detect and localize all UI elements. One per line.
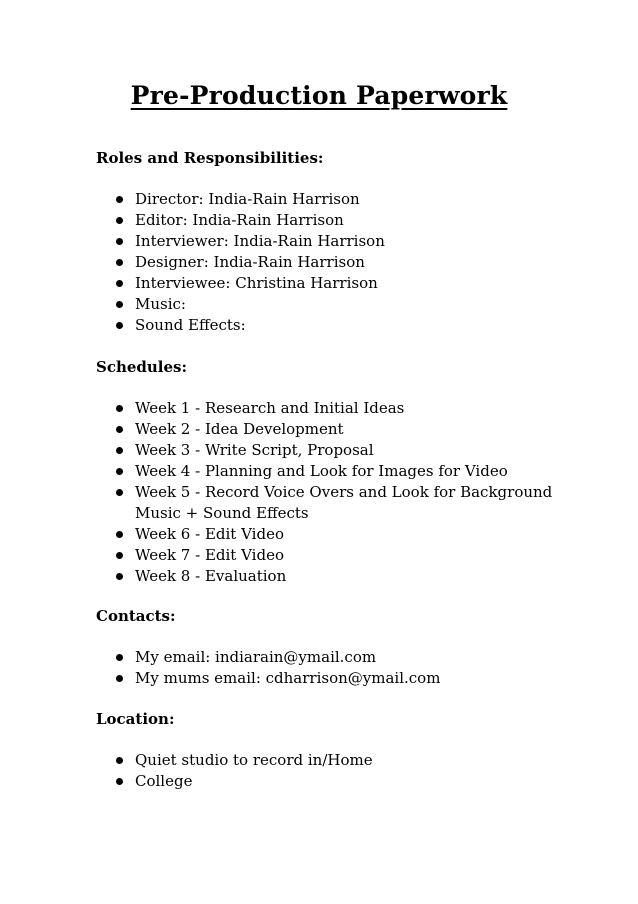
contacts-list [96,647,566,689]
schedules-heading: Schedules: [96,358,188,376]
list-item [96,647,566,668]
roles-list [96,189,566,336]
contacts-section [96,606,566,689]
list-item [96,750,566,771]
list-item-text: Week 6 - Edit Video [135,525,284,543]
contacts-heading: Contacts: [96,607,176,625]
list-item-text: My email: indiarain@ymail.com [135,648,377,666]
list-item-text: Editor: India-Rain Harrison [135,211,344,229]
schedules-section [96,357,566,587]
list-item-text: Week 3 - Write Script, Proposal [135,441,374,459]
list-item [96,189,566,210]
list-item [96,771,566,792]
list-item [96,482,566,524]
list-item-text: Week 5 - Record Voice Overs and Look for Background Music + Sound Effects [135,483,553,522]
list-item [96,545,566,566]
list-item [96,398,566,419]
location-heading: Location: [96,710,175,728]
list-item-text: Interviewee: Christina Harrison [135,274,378,292]
bullet-icon [116,280,123,287]
location-list [96,750,566,792]
bullet-icon [116,531,123,538]
bullet-icon [116,426,123,433]
list-item [96,461,566,482]
bullet-icon [116,468,123,475]
list-item [96,252,566,273]
list-item-text: Music: [135,295,186,313]
list-item-text: Week 4 - Planning and Look for Images for Video [135,462,508,480]
list-item [96,294,566,315]
list-item [96,419,566,440]
list-item-text: Week 7 - Edit Video [135,546,284,564]
list-item-text: Week 8 - Evaluation [135,567,287,585]
bullet-icon [116,322,123,329]
bullet-icon [116,301,123,308]
list-item [96,524,566,545]
roles-section [96,148,566,336]
list-item [96,273,566,294]
list-item-text: College [135,772,193,790]
list-item [96,210,566,231]
bullet-icon [116,573,123,580]
list-item-text: Week 2 - Idea Development [135,420,344,438]
schedules-list [96,398,566,587]
bullet-icon [116,259,123,266]
bullet-icon [116,489,123,496]
list-item-text: Week 1 - Research and Initial Ideas [135,399,405,417]
list-item [96,440,566,461]
bullet-icon [116,654,123,661]
list-item [96,231,566,252]
bullet-icon [116,675,123,682]
location-section [96,709,566,792]
list-item-text: My mums email: cdharrison@ymail.com [135,669,441,687]
list-item-text: Interviewer: India-Rain Harrison [135,232,385,250]
bullet-icon [116,778,123,785]
bullet-icon [116,217,123,224]
bullet-icon [116,196,123,203]
bullet-icon [116,757,123,764]
list-item-text: Sound Effects: [135,316,246,334]
bullet-icon [116,552,123,559]
list-item [96,668,566,689]
list-item [96,315,566,336]
document-title: Pre-Production Paperwork [130,81,508,110]
list-item-text: Quiet studio to record in/Home [135,751,373,769]
bullet-icon [116,238,123,245]
bullet-icon [116,405,123,412]
list-item-text: Director: India-Rain Harrison [135,190,360,208]
roles-heading: Roles and Responsibilities: [96,149,324,167]
list-item-text: Designer: India-Rain Harrison [135,253,365,271]
list-item [96,566,566,587]
bullet-icon [116,447,123,454]
